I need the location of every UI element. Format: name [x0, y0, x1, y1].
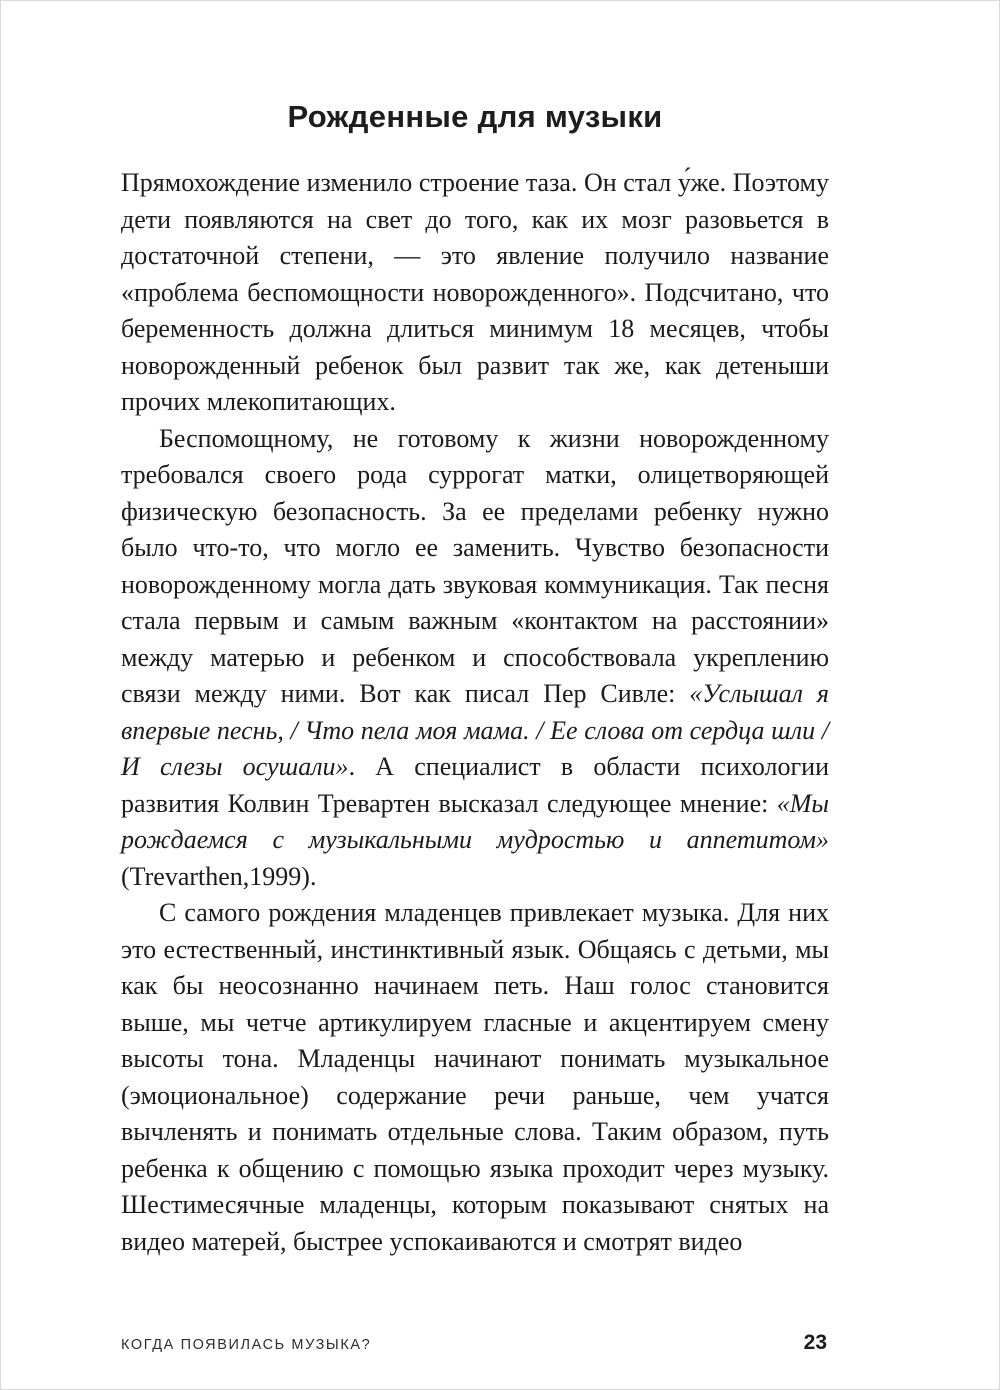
paragraph-3-text: С самого рождения младенцев привлекает музыка. Для них это естественный, инстинктивный язык. Общаясь с детьми, мы как бы неосознанно начинаем петь. Наш голос становится выше, мы четче артикулируем гласные и акцентируем смену высоты тона. Младенцы начинают понимать музыкальное (эмоциональное) содержание речи раньше, чем учатся вычленять и понимать отдельные слова. Таким образом, путь ребенка к общению с помощью языка проходит через музыку. Шестимесячные младенцы, которым показывают снятых на видео матерей, быстрее успокаиваются и смотрят видео: [121, 898, 829, 1256]
paragraph-2: [121, 421, 829, 896]
paragraph-2-quote-sivle: «Услышал я впервые песнь, / Что пела моя мама. / Ее слова от сердца шли / И слезы осушали»: [121, 679, 829, 781]
paragraph-2-text-mid: . А специалист в области психологии развития Колвин Тревартен высказал следующее мнение:: [121, 752, 829, 818]
body-text: [121, 165, 829, 1260]
paragraph-2-citation: (Trevarthen,1999).: [121, 861, 317, 891]
page-number: 23: [803, 1331, 827, 1354]
page-content: [121, 99, 829, 1260]
paragraph-3: [121, 895, 829, 1260]
running-title: КОГДА ПОЯВИЛАСЬ МУЗЫКА?: [121, 1337, 372, 1353]
paragraph-1-text: Прямохождение изменило строение таза. Он стал у́же. Поэтому дети появляются на свет до того, как их мозг разовьется в достаточной степени, — это явление получило название «проблема беспомощности новорожденного». Подсчитано, что беременность должна длиться минимум 18 месяцев, чтобы новорожденный ребенок был развит так же, как детеныши прочих млекопитающих.: [121, 168, 829, 416]
page-footer: [121, 1331, 827, 1355]
paragraph-2-text: Беспомощному, не готовому к жизни новорожденному требовался своего рода суррогат матки, олицетворяющей физическую безопасность. За ее пределами ребенку нужно было что-то, что могло ее заменить. Чувство безопасности новорожденному могла дать звуковая коммуникация. Так песня стала первым и самым важным «контактом на расстоянии» между матерью и ребенком и способствовала укреплению связи между ними. Вот как писал Пер Сивле:: [121, 423, 829, 708]
chapter-title: Рожденные для музыки: [287, 99, 663, 134]
paragraph-1: [121, 165, 829, 421]
paragraph-2-quote-trevarthen: «Мы рождаемся с музыкальными мудростью и аппетитом»: [121, 788, 829, 854]
